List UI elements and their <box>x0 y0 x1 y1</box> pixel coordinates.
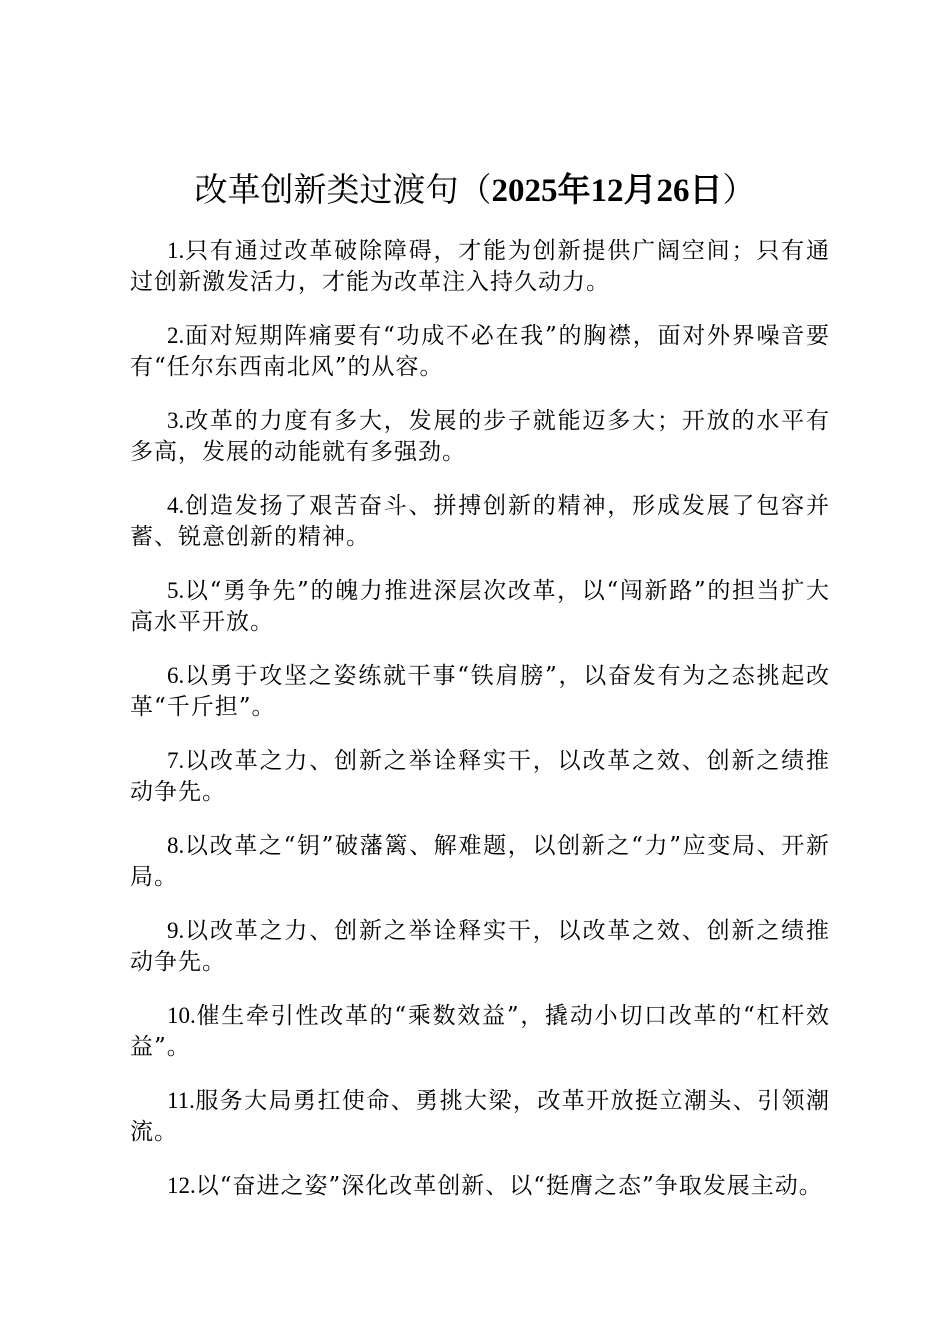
item-text: 创造发扬了艰苦奋斗、拼搏创新的精神，形成发展了包容并蓄、锐意创新的精神。 <box>130 493 830 550</box>
list-item <box>130 1085 830 1148</box>
list-item <box>130 320 830 383</box>
list-item <box>130 745 830 808</box>
item-number: 2. <box>167 323 185 348</box>
list-item <box>130 490 830 553</box>
list-item <box>130 660 830 723</box>
item-text: 只有通过改革破除障碍，才能为创新提供广阔空间；只有通过创新激发活力，才能为改革注入持久动力。 <box>130 238 830 295</box>
item-number: 10. <box>167 1003 196 1028</box>
item-text: 以“勇争先”的魄力推进深层次改革，以“闯新路”的担当扩大高水平开放。 <box>130 578 830 635</box>
item-text: 面对短期阵痛要有“功成不必在我”的胸襟，面对外界噪音要有“任尔东西南北风”的从容。 <box>130 323 830 380</box>
list-item <box>130 1000 830 1063</box>
item-number: 4. <box>167 493 185 518</box>
list-item <box>130 405 830 468</box>
item-text: 以改革之“钥”破藩篱、解难题，以创新之“力”应变局、开新局。 <box>130 833 830 890</box>
list-item <box>130 575 830 638</box>
item-number: 3. <box>167 408 185 433</box>
item-text: 以“奋进之姿”深化改革创新、以“挺膺之态”争取发展主动。 <box>195 1173 823 1199</box>
sentence-list <box>130 235 830 1224</box>
item-number: 8. <box>167 833 185 858</box>
item-text: 改革的力度有多大，发展的步子就能迈多大；开放的水平有多高，发展的动能就有多强劲。 <box>130 408 830 465</box>
title-date: 2025年12月26日 <box>491 173 723 209</box>
item-number: 12. <box>167 1173 196 1198</box>
item-text: 以勇于攻坚之姿练就干事“铁肩膀”，以奋发有为之态挑起改革“千斤担”。 <box>130 663 830 720</box>
item-text: 催生牵引性改革的“乘数效益”，撬动小切口改革的“杠杆效益”。 <box>130 1003 830 1060</box>
item-number: 9. <box>167 918 185 943</box>
list-item <box>130 1170 830 1202</box>
title-end: ） <box>722 170 756 209</box>
item-number: 11. <box>167 1088 195 1113</box>
item-number: 6. <box>167 663 185 688</box>
item-number: 7. <box>167 748 185 773</box>
document-title <box>0 166 950 215</box>
list-item <box>130 235 830 298</box>
item-number: 1. <box>167 238 185 263</box>
item-text: 以改革之力、创新之举诠释实干，以改革之效、创新之绩推动争先。 <box>130 748 830 805</box>
list-item <box>130 915 830 978</box>
item-text: 以改革之力、创新之举诠释实干，以改革之效、创新之绩推动争先。 <box>130 918 830 975</box>
list-item <box>130 830 830 893</box>
title-main: 改革创新类过渡句（ <box>194 170 492 209</box>
item-text: 服务大局勇扛使命、勇挑大梁，改革开放挺立潮头、引领潮流。 <box>130 1088 830 1145</box>
item-number: 5. <box>167 578 185 603</box>
